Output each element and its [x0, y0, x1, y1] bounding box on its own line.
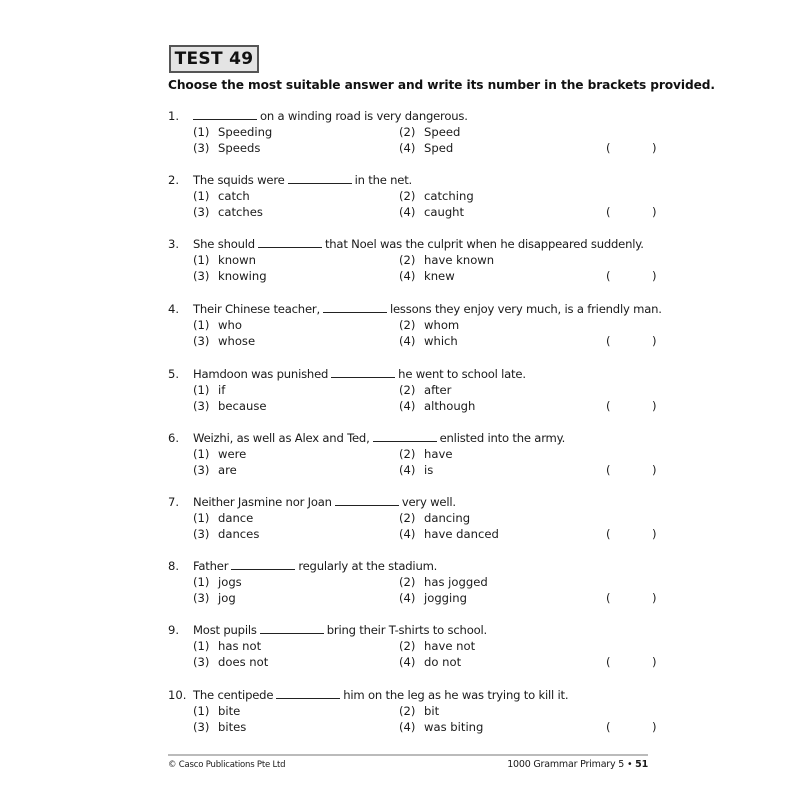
answer-bracket-close[interactable]: ): [652, 269, 657, 283]
question-text: [193, 172, 412, 188]
option-text: has not: [218, 639, 262, 653]
option-number: (1): [193, 318, 210, 332]
option-text: do not: [424, 655, 462, 669]
question-text: [193, 687, 568, 703]
option-number: (4): [399, 141, 416, 155]
question-text-after: he went to school late.: [398, 367, 526, 381]
question-text: [193, 236, 644, 252]
answer-bracket-close[interactable]: ): [652, 527, 657, 541]
option-text: jog: [218, 591, 236, 605]
answer-blank: [193, 108, 257, 120]
question-text: [193, 366, 526, 382]
test-title-box: [169, 45, 259, 73]
options-row-1: [168, 124, 658, 140]
options-row-2: [168, 140, 658, 156]
option-text: jogging: [424, 591, 467, 605]
options-row-1: [168, 574, 658, 590]
option-number: (3): [193, 205, 210, 219]
option-text: who: [218, 318, 242, 332]
question-item: [168, 301, 662, 349]
question-text-before: Most pupils: [193, 623, 257, 637]
answer-bracket-open[interactable]: (: [606, 334, 611, 348]
question-item: [168, 108, 658, 156]
option-number: (1): [193, 575, 210, 589]
answer-bracket-close[interactable]: ): [652, 334, 657, 348]
question-text: [193, 558, 437, 574]
option-number: (3): [193, 720, 210, 734]
question-text-before: Their Chinese teacher,: [193, 302, 320, 316]
question-text-after: in the net.: [354, 173, 413, 187]
option-number: (2): [399, 253, 416, 267]
options-row-2: [168, 654, 658, 670]
option-number: (1): [193, 189, 210, 203]
options-row-1: [168, 446, 658, 462]
answer-bracket-close[interactable]: ): [652, 205, 657, 219]
options-row-1: [168, 252, 658, 268]
option-text: have not: [424, 639, 476, 653]
option-number: (4): [399, 655, 416, 669]
option-number: (2): [399, 704, 416, 718]
option-number: (4): [399, 205, 416, 219]
question-text-after: regularly at the stadium.: [298, 559, 438, 573]
option-text: has jogged: [424, 575, 488, 589]
option-text: catching: [424, 189, 474, 203]
question-item: [168, 494, 658, 542]
question-text: [193, 494, 456, 510]
options-row-2: [168, 268, 658, 284]
question-text-after: him on the leg as he was trying to kill it.: [343, 688, 569, 702]
question-number: 5.: [168, 367, 180, 381]
option-text: bit: [424, 704, 440, 718]
question-item: [168, 430, 658, 478]
option-text: Speeding: [218, 125, 273, 139]
options-row-1: [168, 703, 658, 719]
options-row-2: [168, 526, 658, 542]
option-number: (3): [193, 141, 210, 155]
question-text-after: lessons they enjoy very much, is a friendly man.: [389, 302, 662, 316]
question-number: 2.: [168, 173, 180, 187]
question-stem: [168, 494, 658, 510]
footer-divider: [168, 754, 648, 756]
footer-copyright: © Casco Publications Pte Ltd: [168, 760, 286, 770]
answer-blank: [276, 687, 340, 699]
question-text: [193, 622, 487, 638]
option-number: (4): [399, 591, 416, 605]
option-number: (3): [193, 269, 210, 283]
option-number: (3): [193, 655, 210, 669]
options-row-1: [168, 188, 658, 204]
option-number: (2): [399, 511, 416, 525]
answer-bracket-open[interactable]: (: [606, 463, 611, 477]
option-number: (4): [399, 720, 416, 734]
question-number: 1.: [168, 109, 180, 123]
option-number: (3): [193, 463, 210, 477]
footer-book-info: [507, 759, 648, 770]
option-text: which: [424, 334, 458, 348]
option-number: (3): [193, 527, 210, 541]
question-stem: [168, 687, 658, 703]
footer-separator: •: [626, 759, 633, 770]
options-row-2: [168, 719, 658, 735]
question-number: 9.: [168, 623, 180, 637]
answer-bracket-open[interactable]: (: [606, 141, 611, 155]
question-text-after: enlisted into the army.: [439, 431, 566, 445]
options-row-2: [168, 204, 658, 220]
question-text-before: Weizhi, as well as Alex and Ted,: [193, 431, 370, 445]
option-number: (2): [399, 447, 416, 461]
question-item: [168, 622, 658, 670]
answer-bracket-open[interactable]: (: [606, 205, 611, 219]
option-number: (2): [399, 189, 416, 203]
question-number: 8.: [168, 559, 180, 573]
option-text: catch: [218, 189, 250, 203]
question-item: [168, 366, 658, 414]
option-text: although: [424, 399, 476, 413]
options-row-1: [168, 317, 658, 333]
answer-blank: [331, 366, 395, 378]
option-number: (2): [399, 639, 416, 653]
question-text-after: on a winding road is very dangerous.: [260, 109, 468, 123]
option-text: was biting: [424, 720, 484, 734]
option-number: (1): [193, 639, 210, 653]
option-text: dancing: [424, 511, 471, 525]
question-stem: [168, 430, 658, 446]
question-text-after: very well.: [401, 495, 456, 509]
question-stem: [168, 172, 658, 188]
footer-book-title: 1000 Grammar Primary 5: [507, 759, 625, 770]
option-text: have danced: [424, 527, 499, 541]
option-text: does not: [218, 655, 269, 669]
answer-bracket-open[interactable]: (: [606, 591, 611, 605]
question-number: 4.: [168, 302, 180, 316]
answer-blank: [288, 172, 352, 184]
option-text: is: [424, 463, 434, 477]
question-number: 6.: [168, 431, 180, 445]
option-text: Speed: [424, 125, 461, 139]
option-number: (1): [193, 125, 210, 139]
question-item: [168, 236, 658, 284]
question-stem: [168, 236, 658, 252]
option-text: were: [218, 447, 247, 461]
option-number: (1): [193, 383, 210, 397]
option-text: whose: [218, 334, 256, 348]
question-stem: [168, 558, 658, 574]
question-item: [168, 172, 658, 220]
options-row-1: [168, 510, 658, 526]
option-number: (1): [193, 511, 210, 525]
question-text: [193, 430, 565, 446]
option-text: dances: [218, 527, 260, 541]
test-title: TEST 49: [174, 49, 254, 69]
question-text-after: bring their T-shirts to school.: [326, 623, 487, 637]
option-text: catches: [218, 205, 263, 219]
option-number: (4): [399, 527, 416, 541]
option-text: have: [424, 447, 453, 461]
question-stem: [168, 108, 658, 124]
question-stem: [168, 301, 662, 317]
options-row-2: [168, 398, 658, 414]
option-text: known: [218, 253, 256, 267]
option-text: whom: [424, 318, 460, 332]
option-text: have known: [424, 253, 495, 267]
option-text: dance: [218, 511, 254, 525]
option-text: are: [218, 463, 237, 477]
answer-bracket-open[interactable]: (: [606, 399, 611, 413]
page-number: 51: [635, 759, 648, 770]
question-text-before: Hamdoon was punished: [193, 367, 329, 381]
question-stem: [168, 622, 658, 638]
option-text: bites: [218, 720, 247, 734]
answer-bracket-close[interactable]: ): [652, 399, 657, 413]
option-text: jogs: [218, 575, 242, 589]
question-text-before: Neither Jasmine nor Joan: [193, 495, 332, 509]
options-row-2: [168, 590, 658, 606]
answer-bracket-open[interactable]: (: [606, 720, 611, 734]
question-text-before: She should: [193, 237, 255, 251]
option-number: (4): [399, 399, 416, 413]
answer-bracket-close[interactable]: ): [652, 591, 657, 605]
option-number: (1): [193, 704, 210, 718]
question-number: 7.: [168, 495, 180, 509]
answer-bracket-open[interactable]: (: [606, 527, 611, 541]
option-text: knowing: [218, 269, 267, 283]
option-number: (3): [193, 334, 210, 348]
option-number: (4): [399, 269, 416, 283]
question-item: [168, 687, 658, 735]
answer-bracket-close[interactable]: ): [652, 141, 657, 155]
question-text: [193, 108, 468, 124]
option-number: (2): [399, 318, 416, 332]
answer-bracket-open[interactable]: (: [606, 655, 611, 669]
option-text: if: [218, 383, 226, 397]
question-text-before: Father: [193, 559, 229, 573]
options-row-2: [168, 333, 658, 349]
instructions: Choose the most suitable answer and write its number in the brackets provided.: [168, 78, 715, 92]
question-text-before: The centipede: [193, 688, 274, 702]
option-number: (3): [193, 591, 210, 605]
answer-bracket-close[interactable]: ): [652, 655, 657, 669]
option-number: (1): [193, 253, 210, 267]
question-stem: [168, 366, 658, 382]
option-text: Sped: [424, 141, 454, 155]
options-row-1: [168, 638, 658, 654]
options-row-2: [168, 462, 658, 478]
options-row-1: [168, 382, 658, 398]
question-text: [193, 301, 662, 317]
option-text: Speeds: [218, 141, 261, 155]
answer-bracket-close[interactable]: ): [652, 463, 657, 477]
option-number: (2): [399, 575, 416, 589]
option-text: caught: [424, 205, 465, 219]
answer-blank: [335, 494, 399, 506]
option-text: knew: [424, 269, 455, 283]
answer-blank: [373, 430, 437, 442]
answer-blank: [258, 236, 322, 248]
option-number: (2): [399, 383, 416, 397]
answer-bracket-close[interactable]: ): [652, 720, 657, 734]
option-text: because: [218, 399, 267, 413]
option-text: after: [424, 383, 452, 397]
answer-blank: [260, 622, 324, 634]
option-number: (1): [193, 447, 210, 461]
option-number: (4): [399, 463, 416, 477]
question-text-before: The squids were: [193, 173, 285, 187]
question-number: 3.: [168, 237, 180, 251]
option-number: (3): [193, 399, 210, 413]
option-number: (2): [399, 125, 416, 139]
answer-bracket-open[interactable]: (: [606, 269, 611, 283]
question-number: 10.: [168, 688, 187, 702]
question-text-after: that Noel was the culprit when he disappeared suddenly.: [324, 237, 644, 251]
answer-blank: [231, 558, 295, 570]
option-text: bite: [218, 704, 241, 718]
answer-blank: [323, 301, 387, 313]
question-item: [168, 558, 658, 606]
option-number: (4): [399, 334, 416, 348]
